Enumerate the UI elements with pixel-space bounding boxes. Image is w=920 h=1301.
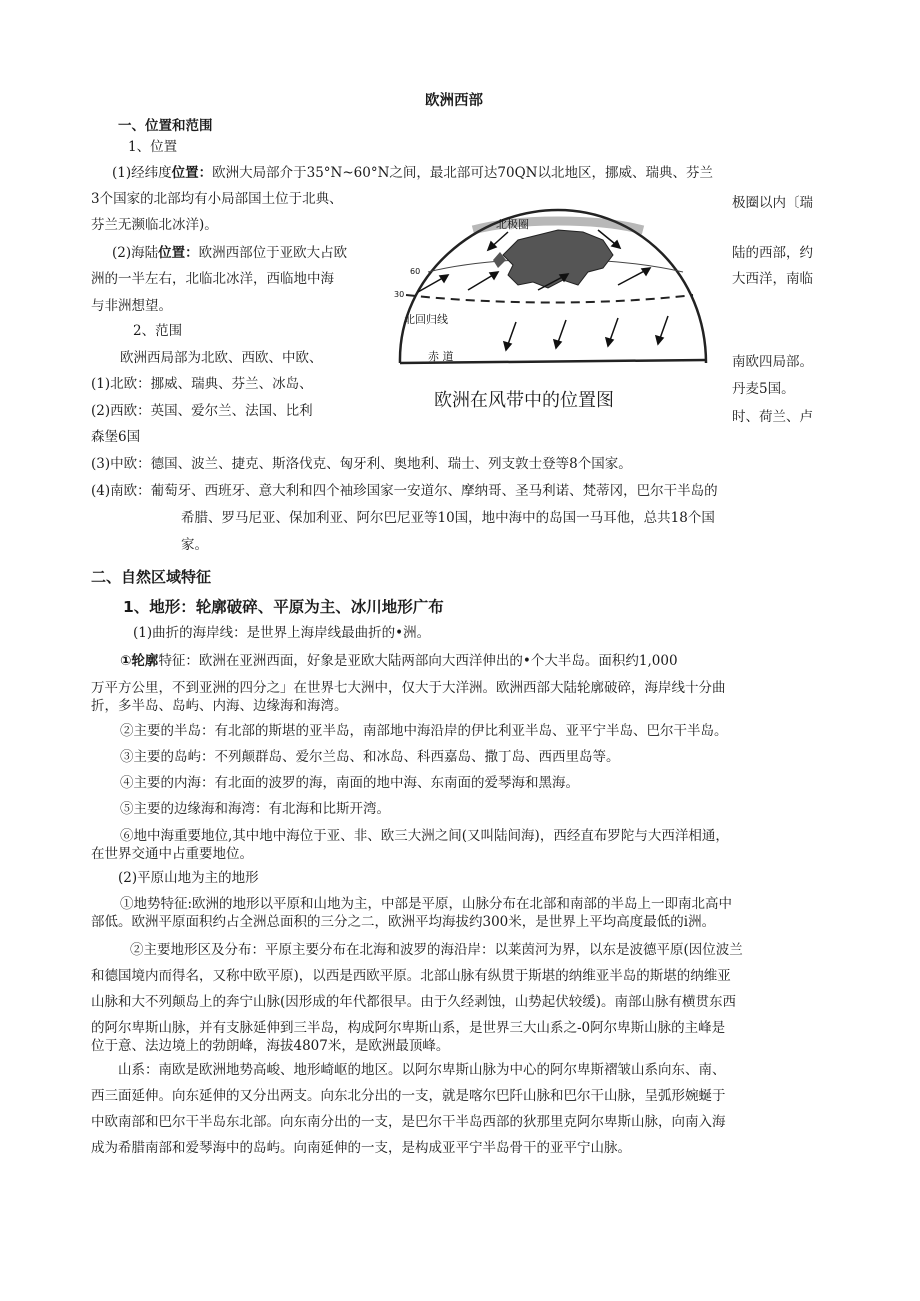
tropic-label: 北回归线 [404, 313, 448, 326]
paragraph-line: 折，多半岛、岛屿、内海、边缘海和海湾。 [91, 698, 348, 714]
paragraph-line: 万平方公里，不到亚洲的四分之」在世界七大洲中，仅大于大洋洲。欧洲西部大陆轮廓破碎，海岸线十分曲 [91, 680, 726, 696]
figure-caption: 欧洲在风带中的位置图 [434, 390, 614, 411]
text: 欧洲大局部介于35°N~60°N之间，最北部可达70QN以北地区，挪威、瑞典、芬兰 [212, 165, 713, 181]
wind-belt-diagram [388, 200, 718, 380]
paragraph-line: 与非洲想望。 [91, 298, 172, 314]
latitude-60-label: 60 [410, 267, 421, 276]
paragraph-line: 欧洲西局部为北欧、西欧、中欧、 [120, 350, 323, 366]
paragraph-line: 家。 [181, 537, 208, 553]
paragraph-line [112, 164, 713, 182]
paragraph-line: 大西洋，南临 [732, 271, 813, 287]
paragraph-line: 丹麦5国。 [732, 381, 795, 397]
latitude-30-line [406, 295, 693, 303]
paragraph-line: 芬兰无濒临北冰洋)。 [91, 217, 218, 233]
latitude-30-label: 30 [394, 290, 405, 299]
paragraph-line: 洲的一半左右，北临北冰洋，西临地中海 [91, 271, 334, 287]
paragraph-line [120, 652, 678, 670]
paragraph-line: 西三面延伸。向东延伸的又分出两支。向东北分出的一支，就是喀尔巴阡山脉和巴尔干山脉，呈弧形婉蜒于 [91, 1088, 726, 1104]
paragraph-line: 陆的西部，约 [732, 245, 813, 261]
paragraph-line: 和德国境内而得名，又称中欧平原)，以西是西欧平原。北部山脉有纵贯于斯堪的纳维亚半岛的斯堪的纳维亚 [91, 968, 731, 984]
paragraph-line: 山脉和大不列颠岛上的奔宁山脉(因形成的年代都很早。由于久经剥蚀，山势起伏较缓)。南部山脉有横贯东西 [91, 994, 737, 1010]
bold-text: ①轮廓 [120, 653, 159, 669]
paragraph-line: ②主要地形区及分布：平原主要分布在北海和波罗的海沿岸：以莱茵河为界，以东是波德平原(因位波兰 [130, 942, 743, 958]
subsection-heading: 1、地形：轮廓破碎、平原为主、冰川地形广布 [123, 598, 444, 616]
paragraph-line: 的阿尔卑斯山脉，并有支脉延伸到三半岛，构成阿尔卑斯山系，是世界三大山系之-0阿尔卑斯山脉的主峰是 [91, 1020, 726, 1036]
paragraph-line: 极圈以内〔瑞 [732, 195, 813, 211]
equator-label: 赤 道 [428, 350, 454, 363]
text: (2)海陆 [112, 245, 159, 261]
paragraph-line: (3)中欧：德国、波兰、捷克、斯洛伐克、匈牙利、奥地利、瑞士、列支敦士登等8个国家。 [91, 456, 632, 472]
paragraph-line: 位于意、法边境上的勃朗峰，海拔4807米，是欧洲最顶峰。 [91, 1038, 450, 1054]
text: (1)经纬度 [112, 165, 172, 181]
paragraph-line: 部低。欧洲平原面积约占全洲总面积的三分之二，欧洲平均海拔约300米，是世界上平均高度最低的i洲。 [91, 914, 716, 930]
paragraph-line: 在世界交通中占重要地位。 [91, 846, 253, 862]
paragraph-line: (1)北欧：挪威、瑞典、芬兰、冰岛、 [91, 376, 313, 392]
subheading: 1、位置 [128, 139, 178, 155]
paragraph-line: 3个国家的北部均有小局部国土位于北典、 [91, 191, 343, 207]
page-title: 欧洲西部 [425, 93, 483, 109]
text: 特征：欧洲在亚洲西面，好象是亚欧大陆两部向大西洋伸出的•个大半岛。面积约1,000 [158, 653, 678, 669]
paragraph-line: 希腊、罗马尼亚、保加利亚、阿尔巴尼亚等10国，地中海中的岛国一马耳他，总共18个国 [181, 510, 715, 526]
paragraph-line: ①地势特征:欧洲的地形以平原和山地为主，中部是平原，山脉分布在北部和南部的半岛上一即南北高中 [120, 896, 733, 912]
paragraph-line: 中欧南部和巴尔干半岛东北部。向东南分出的一支，是巴尔干半岛西部的狄那里克阿尔卑斯山脉，向南入海 [91, 1114, 726, 1130]
paragraph-line: ⑥地中海重要地位,其中地中海位于亚、非、欧三大洲之间(又叫陆间海)，西经直布罗陀与大西洋相通， [120, 828, 729, 844]
subheading: 2、范围 [133, 323, 183, 339]
paragraph-line: (1)曲折的海岸线：是世界上海岸线最曲折的•洲。 [133, 625, 431, 641]
paragraph-line: 山系：南欧是欧洲地势高峻、地形崎岖的地区。以阿尔卑斯山脉为中心的阿尔卑斯褶皱山系向东、南、 [118, 1062, 726, 1078]
paragraph-line: 森堡6国 [91, 429, 141, 445]
paragraph-line: 时、荷兰、卢 [732, 409, 813, 425]
paragraph-line: ③主要的岛屿：不列颠群岛、爱尔兰岛、和冰岛、科西嘉岛、撒丁岛、西西里岛等。 [120, 749, 620, 765]
paragraph-line [112, 244, 347, 262]
paragraph-line: (2)平原山地为主的地形 [118, 870, 259, 886]
paragraph-line: (4)南欧：葡萄牙、西班牙、意大利和四个袖珍国家一安道尔、摩纳哥、圣马利诺、梵蒂冈，巴尔干半岛的 [91, 483, 718, 499]
paragraph-line: 南欧四局部。 [732, 354, 813, 370]
arctic-circle-label: 北极圈 [496, 218, 529, 231]
section-heading: 一、位置和范围 [118, 118, 213, 134]
paragraph-line: ②主要的半岛：有北部的斯堪的亚半岛，南部地中海沿岸的伊比利亚半岛、亚平宁半岛、巴尔干半岛。 [120, 723, 728, 739]
trade-wind-arrows [504, 316, 668, 350]
bold-text: 位置： [171, 165, 213, 181]
paragraph-line: ⑤主要的边缘海和海湾：有北海和比斯开湾。 [120, 801, 390, 817]
paragraph-line: (2)西欧：英国、爱尔兰、法国、比利 [91, 403, 313, 419]
paragraph-line: 成为希腊南部和爱琴海中的岛屿。向南延伸的一支，是构成亚平宁半岛骨干的亚平宁山脉。 [91, 1140, 631, 1156]
text: 欧洲西部位于亚欧大占欧 [198, 245, 348, 261]
bold-text: 位置： [158, 245, 199, 261]
section-heading: 二、自然区域特征 [91, 568, 212, 586]
paragraph-line: ④主要的内海：有北面的波罗的海，南面的地中海、东南面的爱琴海和黑海。 [120, 775, 579, 791]
